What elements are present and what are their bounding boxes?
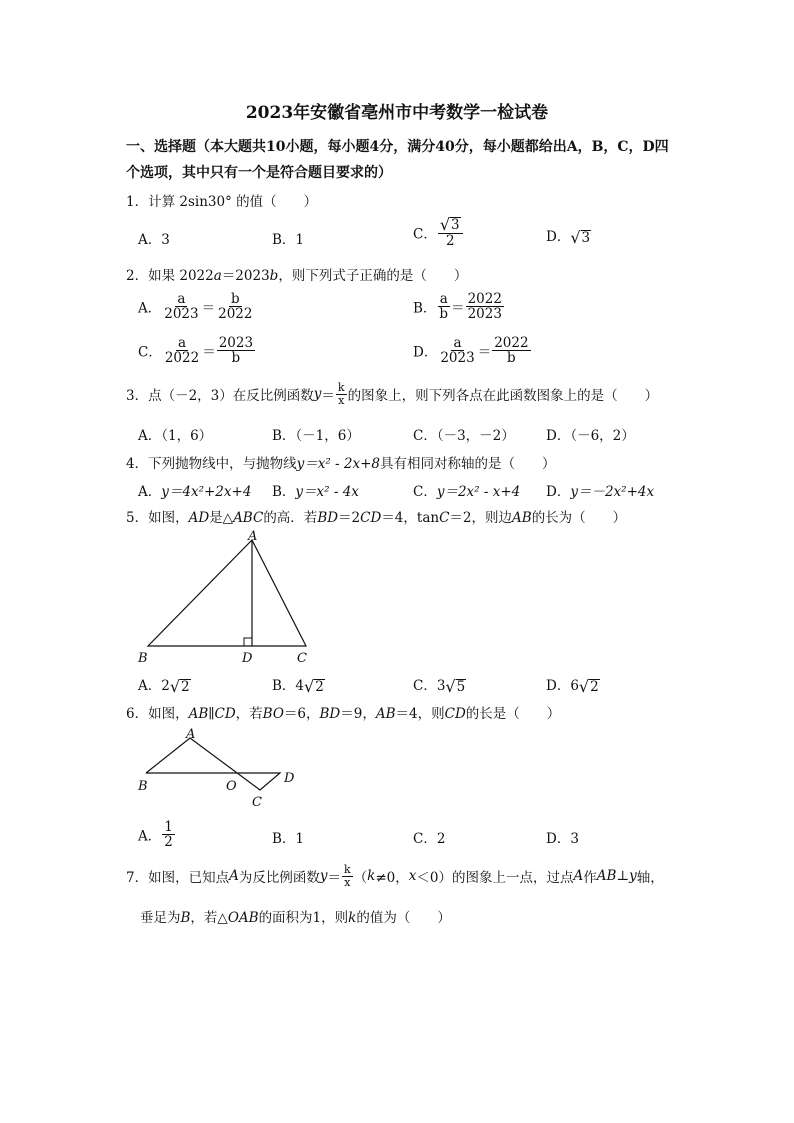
q1-option-d: D． √ 3 bbox=[546, 227, 591, 247]
q2-option-d: D． $\frac{a}{2023}$ ＝ $\frac{2022}{b}$ bbox=[413, 335, 529, 367]
q3-option-a: A．（1，6） bbox=[138, 428, 213, 444]
page-title: 2023年安徽省亳州市中考数学一检试卷 bbox=[245, 103, 549, 123]
triangle-abc bbox=[148, 540, 306, 646]
q6-option-b: B．1 bbox=[272, 831, 305, 847]
q3-option-d: D．（－6，2） bbox=[546, 428, 635, 444]
label-d: D bbox=[284, 771, 295, 786]
label-a: A bbox=[186, 727, 196, 742]
q3-option-b: B．（－1，6） bbox=[272, 428, 360, 444]
q1-option-b: B．1 bbox=[272, 232, 305, 248]
q5-option-d: D．6 √ 2 bbox=[546, 676, 599, 696]
q4-stem: 4．下列抛物线中，与抛物线y＝x² - 2x+8具有相同对称轴的是（ ） bbox=[126, 456, 556, 472]
label-a: A bbox=[248, 529, 258, 544]
q6-figure bbox=[130, 724, 310, 812]
q6-option-c: C．2 bbox=[413, 831, 446, 847]
q5-option-a: A．2 √ 2 bbox=[138, 676, 190, 696]
q4-option-d: D．y＝－2x²+4x bbox=[546, 484, 655, 500]
q6-option-d: D．3 bbox=[546, 831, 579, 847]
q1-option-a: A．3 bbox=[138, 232, 170, 248]
q3-option-c: C．（－3，－2） bbox=[413, 428, 515, 444]
q5-option-c: C．3 √ 5 bbox=[413, 676, 466, 696]
q3-stem: 3．点（－2，3）在反比例函数y＝ $\frac{k}{x}$ 的图象上，则下列各点在此函数图象上的是（ ） bbox=[126, 381, 659, 407]
q6-stem: 6．如图，AB∥CD，若BO＝6，BD＝9，AB＝4，则CD的长是（ ） bbox=[126, 706, 561, 722]
q4-option-c: C．y＝2x² - x+4 bbox=[413, 484, 521, 500]
label-b: B bbox=[138, 779, 148, 794]
label-o: O bbox=[226, 779, 237, 794]
q2-option-a: A． $\frac{a}{2023}$ ＝ $\frac{b}{2022}$ bbox=[138, 291, 253, 323]
section-heading-line2: 个选项，其中只有一个是符合题目要求的） bbox=[126, 165, 392, 181]
q5-stem: 5．如图，AD是△ABC的高．若BD＝2CD＝4，tanC＝2，则边AB的长为（ ） bbox=[126, 510, 627, 526]
q4-option-a: A．y＝4x²+2x+4 bbox=[138, 484, 252, 500]
figure-lines bbox=[146, 738, 280, 790]
section-heading-line1: 一、选择题（本大题共10小题，每小题4分，满分40分，每小题都给出A，B，C，D四 bbox=[126, 139, 669, 155]
q2-stem: 2．如果 2022a＝2023b，则下列式子正确的是（ ） bbox=[126, 268, 468, 284]
q2-option-b: B． $\frac{a}{b}$ ＝ $\frac{2022}{2023}$ bbox=[413, 291, 502, 323]
q5-triangle-figure bbox=[130, 528, 330, 670]
label-c: C bbox=[297, 651, 307, 666]
q7-stem-line1: 7．如图，已知点A为反比例函数y＝ $\frac{k}{x}$ （k≠0，x＜0）的图象上一点，过点A作AB⊥y轴， bbox=[126, 863, 664, 889]
q2-option-c: C． $\frac{a}{2022}$ ＝ $\frac{2023}{b}$ bbox=[138, 335, 254, 367]
q7-stem-line2: 垂足为B，若△OAB的面积为1，则k的值为（ ） bbox=[140, 910, 451, 926]
q6-option-a: A． $\frac{1}{2}$ bbox=[138, 819, 173, 851]
q5-option-b: B．4 √ 2 bbox=[272, 676, 324, 696]
label-d: D bbox=[242, 651, 253, 666]
right-angle-mark bbox=[244, 638, 252, 646]
q4-option-b: B．y＝x² - 4x bbox=[272, 484, 359, 500]
q1-option-c: C． √ 3 2 bbox=[413, 217, 464, 248]
label-b: B bbox=[138, 651, 148, 666]
label-c: C bbox=[252, 795, 262, 810]
q1-stem: 1．计算 2sin30° 的值（ ） bbox=[126, 194, 318, 210]
